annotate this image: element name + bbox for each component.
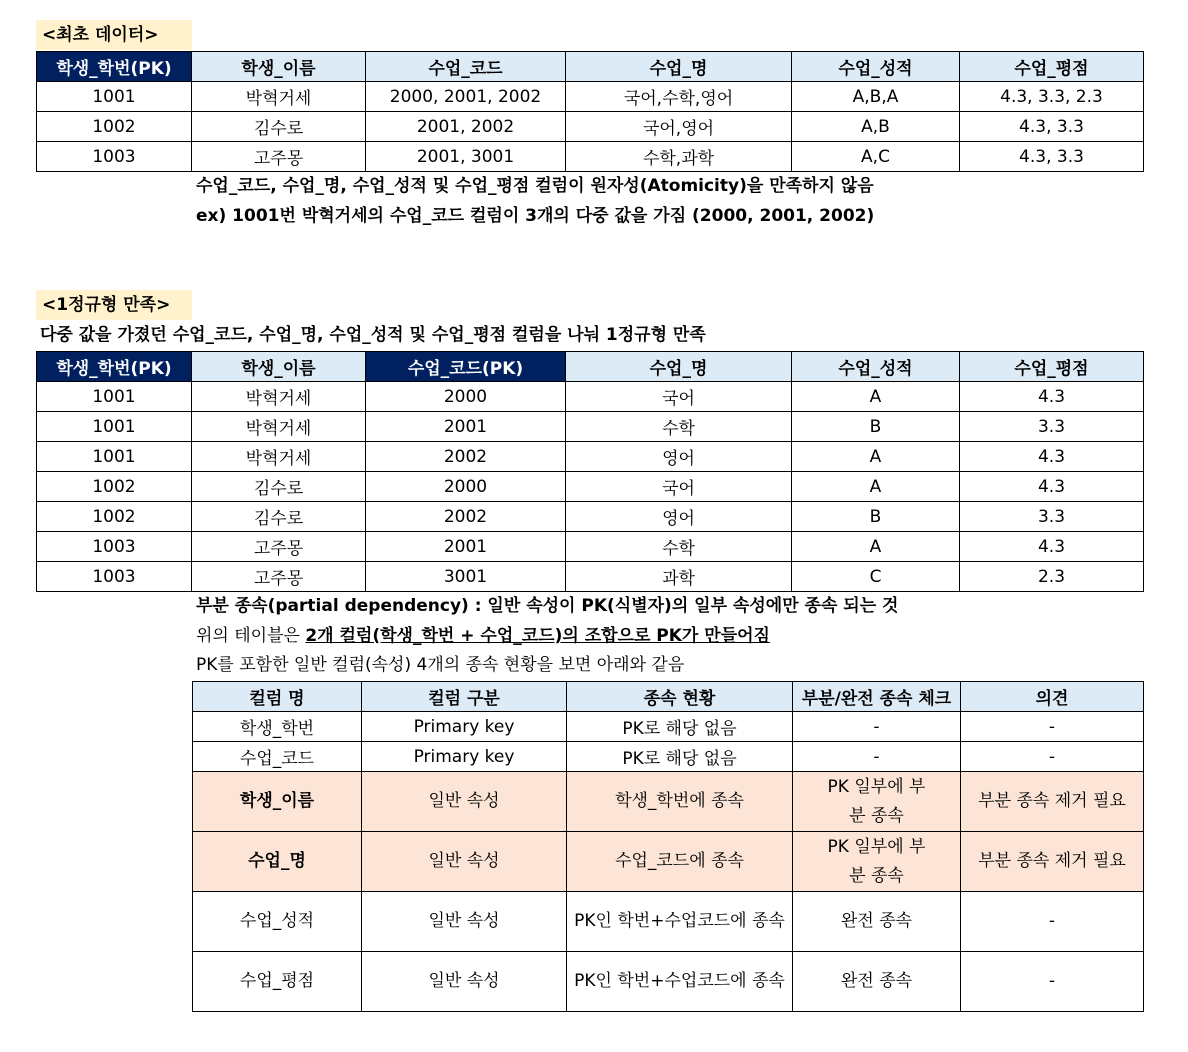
table-cell: A (792, 382, 960, 412)
table-cell: 국어 (566, 382, 792, 412)
table-cell: 2002 (366, 442, 566, 472)
header-student-id-pk: 학생_학번(PK) (37, 352, 192, 382)
table-cell: 학생_이름 (193, 772, 362, 832)
table-row (37, 142, 1144, 172)
table-cell: 수업_코드 (193, 742, 362, 772)
header-class-grade: 수업_성적 (792, 352, 960, 382)
table-cell: B (792, 412, 960, 442)
header-student-id-pk: 학생_학번(PK) (37, 52, 192, 82)
table-cell: PK 일부에 부분 종속 (793, 772, 961, 832)
table-cell: - (793, 742, 961, 772)
table-cell: 1003 (37, 142, 192, 172)
table-cell: 부분 종속 제거 필요 (961, 772, 1144, 832)
atomicity-example: ex) 1001번 박혁거세의 수업_코드 컬럼이 3개의 다중 값을 가짐 (2000, 2001, 2002) (196, 206, 875, 226)
table-cell: - (961, 892, 1144, 952)
table-cell: 국어 (566, 472, 792, 502)
table-cell: 박혁거세 (192, 412, 366, 442)
table-cell: 김수로 (192, 502, 366, 532)
table-row (37, 412, 1144, 442)
table-row (37, 502, 1144, 532)
header-class-name: 수업_명 (566, 52, 792, 82)
table-cell: 박혁거세 (192, 82, 366, 112)
table-cell: 박혁거세 (192, 442, 366, 472)
table-cell: PK로 해당 없음 (567, 712, 793, 742)
header-class-grade: 수업_성적 (792, 52, 960, 82)
table-cell: 1001 (37, 412, 192, 442)
table-row (193, 832, 1144, 892)
table-cell: 수학 (566, 412, 792, 442)
table-cell: 2000 (366, 382, 566, 412)
table-cell: 김수로 (192, 472, 366, 502)
table-cell: 4.3 (960, 532, 1144, 562)
header-class-code: 수업_코드 (366, 52, 566, 82)
header-dependency-check: 부분/완전 종속 체크 (793, 682, 961, 712)
table-cell: 영어 (566, 442, 792, 472)
table-cell: 국어,수학,영어 (566, 82, 792, 112)
table-cell: 수업_명 (193, 832, 362, 892)
table-cell: 박혁거세 (192, 382, 366, 412)
table-cell: 일반 속성 (362, 952, 567, 1012)
table-cell: 과학 (566, 562, 792, 592)
table-cell: 2002 (366, 502, 566, 532)
table-cell: 수학,과학 (566, 142, 792, 172)
header-class-name: 수업_명 (566, 352, 792, 382)
header-opinion: 의견 (961, 682, 1144, 712)
table-cell: 3.3 (960, 412, 1144, 442)
table-cell: 수업_코드에 종속 (567, 832, 793, 892)
table-cell: 3.3 (960, 502, 1144, 532)
table-cell: 4.3 (960, 472, 1144, 502)
table-row (37, 472, 1144, 502)
table-cell: A,B (792, 112, 960, 142)
header-class-gpa: 수업_평점 (960, 352, 1144, 382)
table-row (193, 952, 1144, 1012)
table-cell: 2.3 (960, 562, 1144, 592)
table-cell: 1002 (37, 472, 192, 502)
table-cell: - (961, 712, 1144, 742)
table-cell: B (792, 502, 960, 532)
table-cell: A (792, 532, 960, 562)
table-cell: 고주몽 (192, 532, 366, 562)
table-cell: 수학 (566, 532, 792, 562)
1nf-table (36, 351, 1144, 592)
table-cell: - (961, 742, 1144, 772)
pk-note-underlined: 2개 컬럼(학생_학번 + 수업_코드)의 조합으로 PK가 만들어짐 (305, 626, 770, 646)
table-cell: 일반 속성 (362, 772, 567, 832)
table-cell: PK인 학번+수업코드에 종속 (567, 892, 793, 952)
table-cell: 1002 (37, 502, 192, 532)
1nf-intro: 다중 값을 가졌던 수업_코드, 수업_명, 수업_성적 및 수업_평점 컬럼을 나눠 1정규형 만족 (40, 325, 706, 345)
table-cell: 학생_학번 (193, 712, 362, 742)
table-cell: 2000, 2001, 2002 (366, 82, 566, 112)
table-row (193, 772, 1144, 832)
table-cell: PK인 학번+수업코드에 종속 (567, 952, 793, 1012)
table-cell: PK로 해당 없음 (567, 742, 793, 772)
table-cell: A (792, 472, 960, 502)
initial-data-table (36, 51, 1144, 172)
table-row (193, 892, 1144, 952)
header-class-code-pk: 수업_코드(PK) (366, 352, 566, 382)
table-cell: 수업_성적 (193, 892, 362, 952)
pk-note-prefix: 위의 테이블은 (196, 626, 306, 646)
table-cell: 부분 종속 제거 필요 (961, 832, 1144, 892)
table-cell: 1001 (37, 382, 192, 412)
table-cell: - (961, 952, 1144, 1012)
table-cell: 2001 (366, 412, 566, 442)
table-cell: 영어 (566, 502, 792, 532)
table-row (37, 562, 1144, 592)
table-cell: A (792, 442, 960, 472)
section-label-1nf: <1정규형 만족> (36, 290, 192, 320)
table-cell: 1001 (37, 82, 192, 112)
table-row (37, 382, 1144, 412)
table-cell: 일반 속성 (362, 832, 567, 892)
table-cell: 4.3, 3.3, 2.3 (960, 82, 1144, 112)
table-cell: 완전 종속 (793, 892, 961, 952)
header-class-gpa: 수업_평점 (960, 52, 1144, 82)
atomicity-note: 수업_코드, 수업_명, 수업_성적 및 수업_평점 컬럼이 원자성(Atomicity)을 만족하지 않음 (196, 176, 874, 196)
table-cell: 4.3, 3.3 (960, 142, 1144, 172)
partial-dependency-definition: 부분 종속(partial dependency) : 일반 속성이 PK(식별자)의 일부 속성에만 종속 되는 것 (196, 596, 899, 616)
table-cell: 일반 속성 (362, 892, 567, 952)
table-cell: Primary key (362, 712, 567, 742)
header-student-name: 학생_이름 (192, 52, 366, 82)
table-cell: A,C (792, 142, 960, 172)
table-cell: C (792, 562, 960, 592)
table-cell: Primary key (362, 742, 567, 772)
table-cell: 완전 종속 (793, 952, 961, 1012)
table-cell: 2001, 2002 (366, 112, 566, 142)
table-cell: 4.3 (960, 442, 1144, 472)
table-cell: 국어,영어 (566, 112, 792, 142)
table-cell: 2000 (366, 472, 566, 502)
table-cell: A,B,A (792, 82, 960, 112)
table-cell: 1001 (37, 442, 192, 472)
table-cell: 4.3, 3.3 (960, 112, 1144, 142)
table-row (37, 82, 1144, 112)
header-dependency-status: 종속 현황 (567, 682, 793, 712)
header-column-name: 컬럼 명 (193, 682, 362, 712)
pk-composition-note (196, 622, 770, 650)
table-row (37, 532, 1144, 562)
dependency-status-note: PK를 포함한 일반 컬럼(속성) 4개의 종속 현황을 보면 아래와 같음 (196, 655, 685, 675)
table-cell: 1002 (37, 112, 192, 142)
table-cell: 김수로 (192, 112, 366, 142)
header-column-type: 컬럼 구분 (362, 682, 567, 712)
table-row (37, 442, 1144, 472)
table-cell: PK 일부에 부분 종속 (793, 832, 961, 892)
table-cell: - (793, 712, 961, 742)
table-cell: 1003 (37, 532, 192, 562)
table-cell: 고주몽 (192, 142, 366, 172)
table-row (37, 112, 1144, 142)
table-cell: 2001, 3001 (366, 142, 566, 172)
table-cell: 1003 (37, 562, 192, 592)
table-cell: 학생_학번에 종속 (567, 772, 793, 832)
section-label-initial: <최초 데이터> (36, 20, 192, 50)
table-row (193, 742, 1144, 772)
table-cell: 2001 (366, 532, 566, 562)
table-cell: 고주몽 (192, 562, 366, 592)
table-cell: 4.3 (960, 382, 1144, 412)
table-cell: 수업_평점 (193, 952, 362, 1012)
dependency-table (192, 681, 1144, 1012)
table-cell: 3001 (366, 562, 566, 592)
table-row (193, 712, 1144, 742)
header-student-name: 학생_이름 (192, 352, 366, 382)
